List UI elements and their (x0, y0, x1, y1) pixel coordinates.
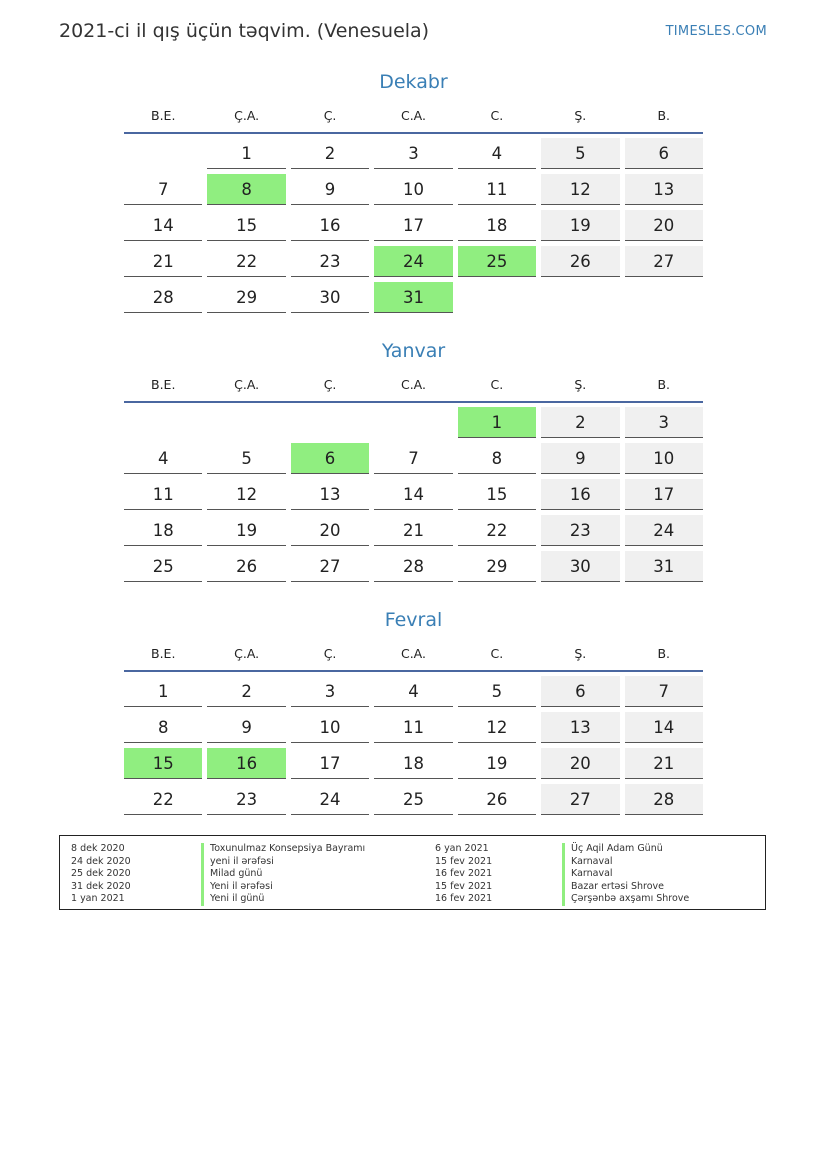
day-cell: 18 (124, 515, 202, 546)
empty-day-cell (207, 407, 285, 437)
day-cell: 21 (124, 246, 202, 277)
day-cell: 11 (124, 479, 202, 510)
week-row (124, 676, 703, 708)
legend-holiday-name: Toxunulmaz Konsepsiya Bayramı (201, 843, 365, 856)
weekday-label: C.A. (400, 377, 426, 392)
day-cell: 13 (541, 712, 619, 743)
day-cell: 1 (207, 138, 285, 169)
day-cell: 17 (625, 479, 703, 510)
weekday-label: Ş. (574, 377, 587, 392)
day-cell: 4 (458, 138, 536, 169)
day-cell: 7 (374, 443, 452, 474)
day-cell: 20 (625, 210, 703, 241)
day-cell: 15 (458, 479, 536, 510)
legend-holiday-name: yeni il ərəfəsi (201, 856, 365, 869)
header-divider (124, 401, 703, 403)
weekday-label: C.A. (400, 646, 426, 661)
holiday-day-cell: 1 (458, 407, 536, 438)
day-cell: 29 (207, 282, 285, 313)
day-cell: 23 (207, 784, 285, 815)
week-row (124, 551, 703, 583)
day-cell: 29 (458, 551, 536, 582)
day-cell: 15 (207, 210, 285, 241)
holiday-day-cell: 16 (207, 748, 285, 779)
day-cell: 19 (541, 210, 619, 241)
weekday-header-row (124, 104, 703, 128)
day-cell: 10 (625, 443, 703, 474)
weekday-label: B.E. (151, 108, 176, 123)
day-cell: 19 (458, 748, 536, 779)
weekday-label: B.E. (151, 377, 176, 392)
day-cell: 26 (541, 246, 619, 277)
day-cell: 24 (291, 784, 369, 815)
day-cell: 7 (625, 676, 703, 707)
day-cell: 12 (207, 479, 285, 510)
weekday-label: Ç. (323, 108, 337, 123)
weekday-label: Ç. (323, 646, 337, 661)
day-cell: 16 (541, 479, 619, 510)
day-cell: 5 (541, 138, 619, 169)
legend-date: 6 yan 2021 (435, 843, 489, 854)
weekday-label: Ş. (574, 646, 587, 661)
day-cell: 26 (207, 551, 285, 582)
header-divider (124, 670, 703, 672)
day-cell: 21 (625, 748, 703, 779)
week-row (124, 246, 703, 278)
brand-link[interactable]: TIMESLES.COM (665, 24, 767, 39)
day-cell: 27 (291, 551, 369, 582)
day-cell: 3 (625, 407, 703, 438)
day-cell: 25 (124, 551, 202, 582)
legend-holiday-name: Çərşənbə axşamı Shrove (562, 893, 689, 906)
weekday-label: C. (490, 108, 504, 123)
day-cell: 24 (625, 515, 703, 546)
weekday-label: C. (490, 646, 504, 661)
week-row (124, 712, 703, 744)
month-name: Fevral (384, 609, 443, 631)
day-cell: 22 (207, 246, 285, 277)
day-cell: 8 (124, 712, 202, 743)
day-cell: 3 (291, 676, 369, 707)
legend-dates-right (435, 843, 492, 906)
day-cell: 4 (374, 676, 452, 707)
legend-holiday-name: Yeni il ərəfəsi (201, 881, 365, 894)
day-cell: 4 (124, 443, 202, 474)
day-cell: 26 (458, 784, 536, 815)
day-cell: 9 (291, 174, 369, 205)
legend-holiday-name: Karnaval (562, 868, 689, 881)
day-cell: 14 (124, 210, 202, 241)
day-cell: 30 (541, 551, 619, 582)
week-row (124, 515, 703, 547)
day-cell: 2 (541, 407, 619, 438)
holiday-day-cell: 8 (207, 174, 285, 205)
empty-day-cell (541, 282, 619, 312)
week-row (124, 138, 703, 170)
weekday-header-row (124, 373, 703, 397)
day-cell: 16 (291, 210, 369, 241)
day-cell: 30 (291, 282, 369, 313)
day-cell: 20 (291, 515, 369, 546)
month-block-december (124, 68, 703, 314)
day-cell: 22 (458, 515, 536, 546)
holiday-day-cell: 25 (458, 246, 536, 277)
day-cell: 27 (541, 784, 619, 815)
holiday-day-cell: 31 (374, 282, 452, 313)
weekday-label: Ç.A. (234, 108, 260, 123)
weekday-label: B.E. (151, 646, 176, 661)
day-cell: 28 (124, 282, 202, 313)
day-cell: 10 (291, 712, 369, 743)
week-row (124, 479, 703, 511)
day-cell: 18 (458, 210, 536, 241)
day-cell: 31 (625, 551, 703, 582)
legend-date: 8 dek 2020 (71, 843, 125, 854)
legend-holiday-name: Milad günü (201, 868, 365, 881)
empty-day-cell (124, 138, 202, 168)
page-title: 2021-ci il qış üçün təqvim. (Venesuela) (59, 20, 430, 42)
holiday-day-cell: 6 (291, 443, 369, 474)
legend-names-left (201, 843, 365, 906)
weekday-label: B. (657, 108, 671, 123)
empty-day-cell (291, 407, 369, 437)
legend-holiday-name: Karnaval (562, 856, 689, 869)
legend-holiday-name: Üç Aqil Adam Günü (562, 843, 689, 856)
day-cell: 17 (374, 210, 452, 241)
legend-date: 15 fev 2021 (435, 880, 493, 892)
legend-date: 25 dek 2020 (71, 868, 131, 879)
legend-holiday-name: Bazar ertəsi Shrove (562, 881, 689, 894)
weekday-label: B. (657, 377, 671, 392)
day-cell: 2 (291, 138, 369, 169)
day-cell: 9 (207, 712, 285, 743)
weekday-label: B. (657, 646, 671, 661)
month-block-february (124, 606, 703, 816)
header-divider (124, 132, 703, 134)
weekday-label: Ş. (574, 108, 587, 123)
holiday-legend (59, 835, 766, 910)
day-cell: 22 (124, 784, 202, 815)
empty-day-cell (374, 407, 452, 437)
legend-date: 16 fev 2021 (435, 893, 493, 904)
legend-dates-left (71, 843, 131, 906)
legend-holiday-name: Yeni il günü (201, 893, 365, 906)
day-cell: 6 (625, 138, 703, 169)
week-row (124, 443, 703, 475)
empty-day-cell (124, 407, 202, 437)
day-cell: 14 (374, 479, 452, 510)
weekday-header-row (124, 642, 703, 666)
weekday-label: C. (490, 377, 504, 392)
day-cell: 19 (207, 515, 285, 546)
week-row (124, 174, 703, 206)
month-name: Dekabr (379, 71, 448, 93)
day-cell: 27 (625, 246, 703, 277)
empty-day-cell (625, 282, 703, 312)
day-cell: 28 (374, 551, 452, 582)
legend-date: 16 fev 2021 (435, 868, 493, 879)
day-cell: 10 (374, 174, 452, 205)
week-row (124, 407, 703, 439)
legend-date: 31 dek 2020 (71, 880, 131, 892)
day-cell: 11 (458, 174, 536, 205)
day-cell: 28 (625, 784, 703, 815)
week-row (124, 784, 703, 816)
day-cell: 2 (207, 676, 285, 707)
day-cell: 5 (458, 676, 536, 707)
day-cell: 8 (458, 443, 536, 474)
day-cell: 17 (291, 748, 369, 779)
day-cell: 23 (541, 515, 619, 546)
legend-date: 15 fev 2021 (435, 855, 493, 867)
week-row (124, 748, 703, 780)
day-cell: 12 (541, 174, 619, 205)
legend-names-right (562, 843, 689, 906)
legend-date: 24 dek 2020 (71, 855, 131, 867)
day-cell: 25 (374, 784, 452, 815)
day-cell: 3 (374, 138, 452, 169)
day-cell: 9 (541, 443, 619, 474)
day-cell: 13 (625, 174, 703, 205)
day-cell: 18 (374, 748, 452, 779)
legend-date: 1 yan 2021 (71, 893, 125, 904)
weekday-label: C.A. (400, 108, 426, 123)
day-cell: 21 (374, 515, 452, 546)
day-cell: 23 (291, 246, 369, 277)
holiday-day-cell: 15 (124, 748, 202, 779)
day-cell: 5 (207, 443, 285, 474)
day-cell: 20 (541, 748, 619, 779)
week-row (124, 282, 703, 314)
day-cell: 13 (291, 479, 369, 510)
day-cell: 14 (625, 712, 703, 743)
day-cell: 7 (124, 174, 202, 205)
empty-day-cell (458, 282, 536, 312)
day-cell: 11 (374, 712, 452, 743)
weekday-label: Ç.A. (234, 646, 260, 661)
day-cell: 1 (124, 676, 202, 707)
day-cell: 12 (458, 712, 536, 743)
weekday-label: Ç. (323, 377, 337, 392)
holiday-day-cell: 24 (374, 246, 452, 277)
weekday-label: Ç.A. (234, 377, 260, 392)
month-block-january (124, 337, 703, 583)
day-cell: 6 (541, 676, 619, 707)
week-row (124, 210, 703, 242)
month-name: Yanvar (381, 340, 446, 362)
